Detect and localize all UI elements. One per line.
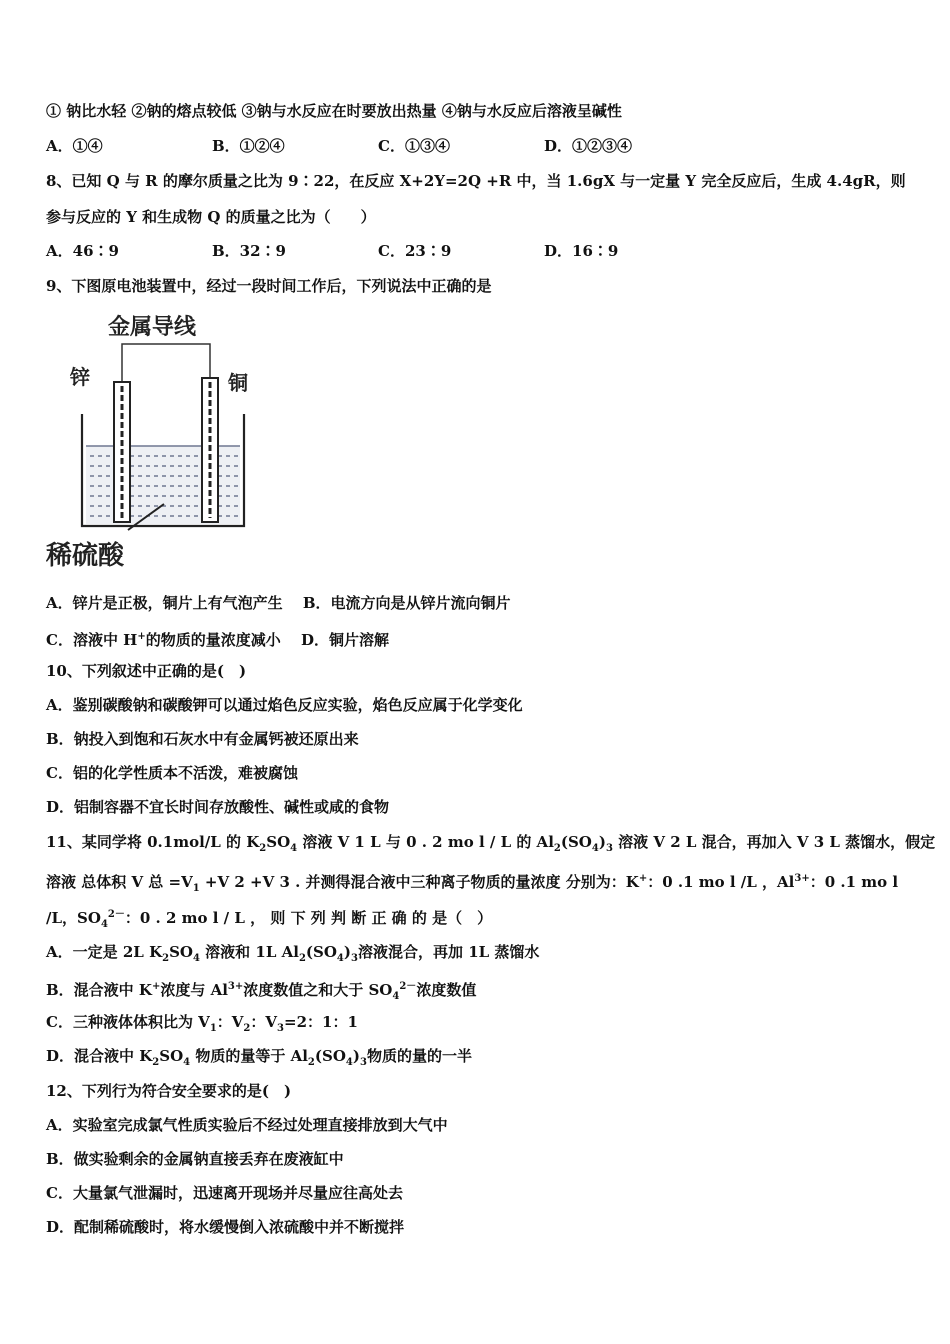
q9-option-b: B．电流方向是从锌片流向铜片	[302, 594, 511, 612]
q9-options-ab	[46, 593, 511, 613]
q7-statements: ① 钠比水轻 ②钠的熔点较低 ③钠与水反应在时要放出热量 ④钠与水反应后溶液呈碱性	[46, 102, 622, 120]
q9-stem: 9、下图原电池装置中，经过一段时间工作后，下列说法中正确的是	[46, 277, 492, 295]
q11-stem-line3: /L，$SO_4^{2-}$：0 . 2 mo l / L ， 则 下 列 判 断 正 确 的 是（ ）	[46, 909, 493, 930]
q10-option-c: C．铝的化学性质本不活泼，难被腐蚀	[46, 764, 298, 782]
q12-option-a: A．实验室完成氯气性质实验后不经过处理直接排放到大气中	[46, 1116, 448, 1134]
q12-option-c: C．大量氯气泄漏时，迅速离开现场并尽量应往高处去	[46, 1184, 403, 1202]
q8-options	[46, 241, 618, 261]
q7-option-b: B．①②④	[212, 137, 285, 155]
q11-stem-line2: 溶液 总体积 V 总 $=V_1 +V$ 2 +V 3 . 并测得混合液中三种离子物质的量浓度 分别为：K+：0 .1 mo l /L ，$Al^{3+}$：0 .1 mo l	[46, 873, 899, 894]
q9-options-cd	[46, 627, 389, 650]
q8-option-b: B．32∶9	[212, 242, 286, 260]
q9-option-a: A．锌片是正极，铜片上有气泡产生	[46, 594, 283, 612]
q9-option-c: C．溶液中 H+的物质的量浓度减小	[46, 631, 281, 649]
q10-option-a: A．鉴别碳酸钠和碳酸钾可以通过焰色反应实验，焰色反应属于化学变化	[46, 696, 523, 714]
galvanic-cell-figure	[46, 304, 256, 574]
q8-option-d: D．16∶9	[544, 242, 619, 260]
q9-option-d: D．铜片溶解	[300, 631, 389, 649]
q8-stem-line1: 8、已知 Q 与 R 的摩尔质量之比为 9∶22，在反应 X+2Y=2Q +R 中，当 1.6gX 与一定量 Y 完全反应后，生成 4.4gR，则	[46, 172, 906, 190]
q7-option-c: C．①③④	[378, 137, 450, 155]
q11-stem-line1: 11、某同学将 0.1mol/L 的 $K_2SO_4$ 溶液 V 1 L 与 0 . 2 mo l / L 的 $Al_2(SO_4)_3$ 溶液 V 2 L 混合，再加入 V 3 L 蒸馏水，假定	[46, 833, 936, 854]
q11-option-c: C．三种液体体积比为 $V_1$：$V_2$：$V_3=2$：1：1	[46, 1013, 358, 1034]
q7-option-d: D．①②③④	[544, 137, 633, 155]
q7-option-a: A．①④	[46, 137, 103, 155]
q8-stem-line2: 参与反应的 Y 和生成物 Q 的质量之比为（ ）	[46, 208, 376, 226]
q7-options	[46, 136, 632, 156]
q10-option-d: D．铝制容器不宜长时间存放酸性、碱性或咸的食物	[46, 798, 390, 816]
q8-option-c: C．23∶9	[378, 242, 452, 260]
q10-option-b: B．钠投入到饱和石灰水中有金属钙被还原出来	[46, 730, 359, 748]
q12-option-d: D．配制稀硫酸时，将水缓慢倒入浓硫酸中并不断搅拌	[46, 1218, 405, 1236]
metal-wire	[122, 344, 210, 382]
copper-label: 铜	[228, 371, 248, 395]
zinc-label: 锌	[70, 365, 90, 389]
q11-option-a: A．一定是 2L $K_2SO_4$ 溶液和 1L $Al_2(SO_4)_3$溶液混合，再加 1L 蒸馏水	[46, 943, 540, 964]
q12-option-b: B．做实验剩余的金属钠直接丢弃在废液缸中	[46, 1150, 344, 1168]
q11-option-d: D．混合液中 $K_2SO_4$ 物质的量等于 $Al_2(SO_4)_3$物质的量的一半	[46, 1047, 472, 1068]
q10-stem: 10、下列叙述中正确的是( )	[46, 662, 247, 680]
solution-label: 稀硫酸	[46, 541, 125, 571]
wire-label: 金属导线	[108, 315, 197, 340]
q12-stem: 12、下列行为符合安全要求的是( )	[46, 1082, 292, 1100]
q8-option-a: A．46∶9	[46, 242, 119, 260]
q11-option-b: B．混合液中 K+浓度与 $Al^{3+}$浓度数值之和大于 $SO_4^{2-}$浓度数值	[46, 981, 477, 1002]
